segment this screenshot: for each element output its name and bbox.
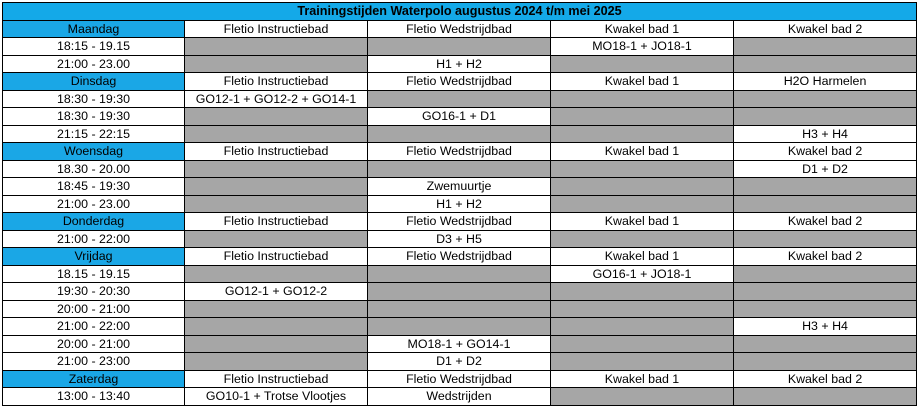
empty-cell xyxy=(551,125,734,143)
venue-header: Kwakel bad 2 xyxy=(734,213,917,231)
team-cell: GO12-1 + GO12-2 xyxy=(185,283,368,301)
empty-cell xyxy=(368,318,551,336)
venue-header: Fletio Wedstrijdbad xyxy=(368,20,551,38)
time-slot: 20:00 - 21:00 xyxy=(3,300,185,318)
time-slot-row xyxy=(3,178,917,196)
schedule-table xyxy=(2,2,917,406)
empty-cell xyxy=(551,55,734,73)
venue-header: Fletio Instructiebad xyxy=(185,143,368,161)
day-header-row xyxy=(3,248,917,266)
venue-header: H2O Harmelen xyxy=(734,73,917,91)
time-slot-row xyxy=(3,230,917,248)
empty-cell xyxy=(368,90,551,108)
empty-cell xyxy=(551,388,734,406)
time-slot-row xyxy=(3,125,917,143)
day-header-row xyxy=(3,213,917,231)
team-cell: GO10-1 + Trotse Vlootjes xyxy=(185,388,368,406)
empty-cell xyxy=(551,160,734,178)
time-slot-row xyxy=(3,300,917,318)
time-slot: 21:00 - 22:00 xyxy=(3,230,185,248)
venue-header: Fletio Wedstrijdbad xyxy=(368,248,551,266)
time-slot-row xyxy=(3,335,917,353)
time-slot: 20:00 - 21:00 xyxy=(3,335,185,353)
day-label-woensdag: Woensdag xyxy=(3,143,185,161)
time-slot: 13:00 - 13:40 xyxy=(3,388,185,406)
time-slot-row xyxy=(3,318,917,336)
venue-header: Fletio Wedstrijdbad xyxy=(368,370,551,388)
venue-header: Kwakel bad 1 xyxy=(551,20,734,38)
venue-header: Fletio Wedstrijdbad xyxy=(368,73,551,91)
time-slot-row xyxy=(3,108,917,126)
team-cell: H1 + H2 xyxy=(368,55,551,73)
empty-cell xyxy=(734,388,917,406)
empty-cell xyxy=(734,265,917,283)
venue-header: Kwakel bad 1 xyxy=(551,143,734,161)
time-slot: 21:00 - 23.00 xyxy=(3,55,185,73)
time-slot: 18:30 - 19:30 xyxy=(3,108,185,126)
empty-cell xyxy=(551,353,734,371)
schedule-title: Trainingstijden Waterpolo augustus 2024 t/m mei 2025 xyxy=(3,3,917,21)
day-header-row xyxy=(3,20,917,38)
empty-cell xyxy=(551,318,734,336)
venue-header: Kwakel bad 2 xyxy=(734,248,917,266)
team-cell: H3 + H4 xyxy=(734,125,917,143)
empty-cell xyxy=(185,160,368,178)
venue-header: Kwakel bad 1 xyxy=(551,248,734,266)
empty-cell xyxy=(368,160,551,178)
venue-header: Kwakel bad 2 xyxy=(734,370,917,388)
empty-cell xyxy=(734,55,917,73)
empty-cell xyxy=(185,353,368,371)
empty-cell xyxy=(368,300,551,318)
day-header-row xyxy=(3,143,917,161)
empty-cell xyxy=(185,108,368,126)
empty-cell xyxy=(734,178,917,196)
team-cell: D1 + D2 xyxy=(734,160,917,178)
empty-cell xyxy=(551,108,734,126)
team-cell: Wedstrijden xyxy=(368,388,551,406)
schedule-body xyxy=(3,3,917,406)
empty-cell xyxy=(368,125,551,143)
empty-cell xyxy=(734,283,917,301)
empty-cell xyxy=(551,178,734,196)
time-slot: 18.30 - 20.00 xyxy=(3,160,185,178)
time-slot-row xyxy=(3,160,917,178)
empty-cell xyxy=(185,55,368,73)
time-slot: 19:30 - 20:30 xyxy=(3,283,185,301)
venue-header: Kwakel bad 1 xyxy=(551,213,734,231)
day-label-maandag: Maandag xyxy=(3,20,185,38)
time-slot: 18:45 - 19:30 xyxy=(3,178,185,196)
empty-cell xyxy=(734,335,917,353)
time-slot-row xyxy=(3,388,917,406)
team-cell: GO16-1 + JO18-1 xyxy=(551,265,734,283)
venue-header: Kwakel bad 1 xyxy=(551,370,734,388)
team-cell: Zwemuurtje xyxy=(368,178,551,196)
venue-header: Fletio Instructiebad xyxy=(185,20,368,38)
team-cell: D1 + D2 xyxy=(368,353,551,371)
empty-cell xyxy=(551,230,734,248)
day-label-zaterdag: Zaterdag xyxy=(3,370,185,388)
empty-cell xyxy=(185,230,368,248)
empty-cell xyxy=(185,38,368,56)
time-slot-row xyxy=(3,38,917,56)
day-header-row xyxy=(3,370,917,388)
empty-cell xyxy=(185,195,368,213)
time-slot: 21:15 - 22:15 xyxy=(3,125,185,143)
title-row xyxy=(3,3,917,21)
empty-cell xyxy=(185,265,368,283)
venue-header: Kwakel bad 1 xyxy=(551,73,734,91)
time-slot-row xyxy=(3,353,917,371)
empty-cell xyxy=(734,300,917,318)
empty-cell xyxy=(368,283,551,301)
team-cell: GO12-1 + GO12-2 + GO14-1 xyxy=(185,90,368,108)
time-slot: 18.15 - 19.15 xyxy=(3,265,185,283)
time-slot: 18:15 - 19.15 xyxy=(3,38,185,56)
empty-cell xyxy=(551,283,734,301)
team-cell: GO16-1 + D1 xyxy=(368,108,551,126)
empty-cell xyxy=(185,178,368,196)
time-slot-row xyxy=(3,265,917,283)
empty-cell xyxy=(368,38,551,56)
venue-header: Fletio Instructiebad xyxy=(185,248,368,266)
time-slot: 21:00 - 23:00 xyxy=(3,353,185,371)
time-slot-row xyxy=(3,283,917,301)
day-label-donderdag: Donderdag xyxy=(3,213,185,231)
time-slot-row xyxy=(3,195,917,213)
time-slot: 18:30 - 19:30 xyxy=(3,90,185,108)
empty-cell xyxy=(185,125,368,143)
empty-cell xyxy=(734,195,917,213)
venue-header: Fletio Instructiebad xyxy=(185,370,368,388)
venue-header: Fletio Wedstrijdbad xyxy=(368,213,551,231)
team-cell: MO18-1 + GO14-1 xyxy=(368,335,551,353)
empty-cell xyxy=(368,265,551,283)
empty-cell xyxy=(734,38,917,56)
team-cell: D3 + H5 xyxy=(368,230,551,248)
venue-header: Kwakel bad 2 xyxy=(734,20,917,38)
empty-cell xyxy=(185,300,368,318)
venue-header: Fletio Instructiebad xyxy=(185,73,368,91)
day-label-dinsdag: Dinsdag xyxy=(3,73,185,91)
empty-cell xyxy=(551,90,734,108)
empty-cell xyxy=(734,90,917,108)
team-cell: MO18-1 + JO18-1 xyxy=(551,38,734,56)
day-header-row xyxy=(3,73,917,91)
venue-header: Kwakel bad 2 xyxy=(734,143,917,161)
venue-header: Fletio Instructiebad xyxy=(185,213,368,231)
time-slot-row xyxy=(3,90,917,108)
team-cell: H1 + H2 xyxy=(368,195,551,213)
empty-cell xyxy=(734,230,917,248)
empty-cell xyxy=(734,353,917,371)
time-slot: 21:00 - 23.00 xyxy=(3,195,185,213)
empty-cell xyxy=(551,335,734,353)
time-slot-row xyxy=(3,55,917,73)
time-slot: 21:00 - 22:00 xyxy=(3,318,185,336)
empty-cell xyxy=(734,108,917,126)
empty-cell xyxy=(551,195,734,213)
team-cell: H3 + H4 xyxy=(734,318,917,336)
day-label-vrijdag: Vrijdag xyxy=(3,248,185,266)
empty-cell xyxy=(185,318,368,336)
empty-cell xyxy=(185,335,368,353)
empty-cell xyxy=(551,300,734,318)
venue-header: Fletio Wedstrijdbad xyxy=(368,143,551,161)
